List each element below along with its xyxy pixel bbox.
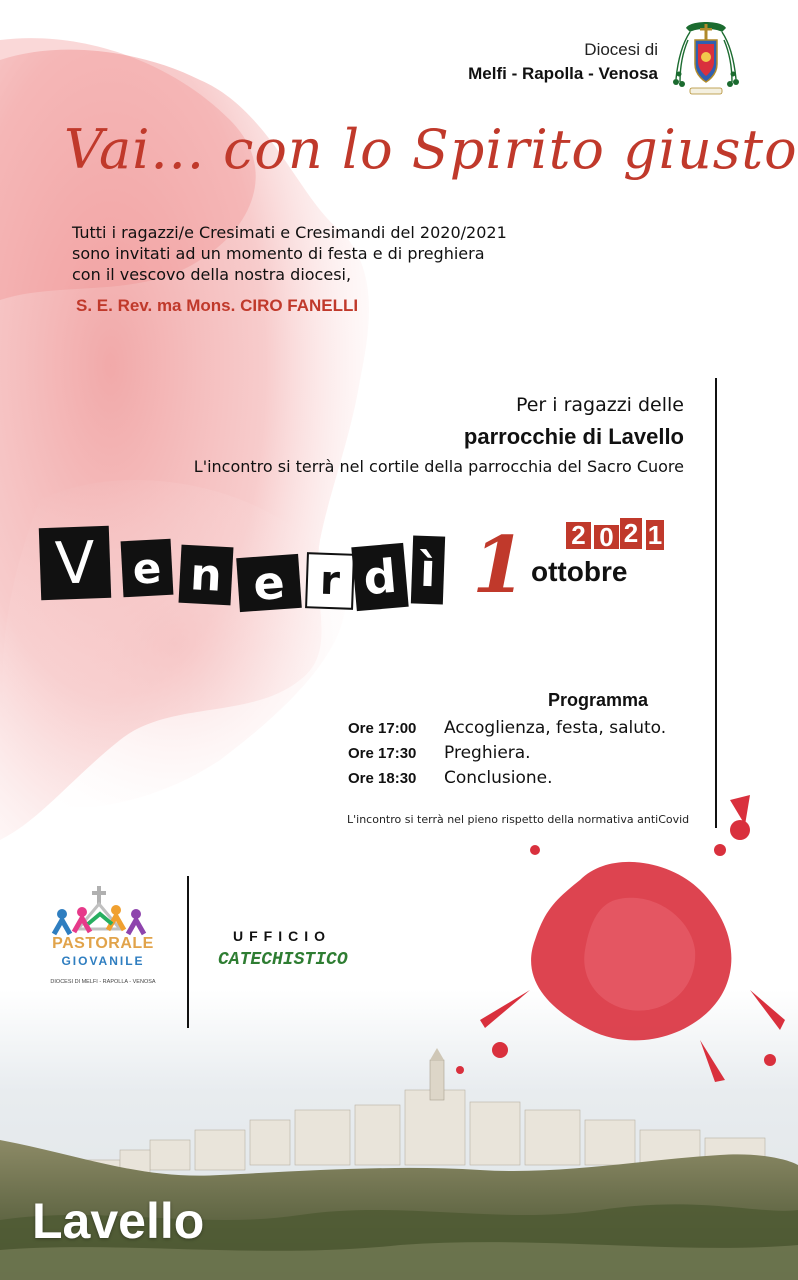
red-paint-splash-icon <box>440 790 798 1090</box>
pastorale-subtitle: GIOVANILE <box>61 954 145 968</box>
diocese-name: Melfi - Rapolla - Venosa <box>468 64 658 83</box>
pastorale-name: PASTORALE <box>52 935 154 952</box>
vertical-divider-right <box>715 378 717 828</box>
intro-text <box>72 222 592 285</box>
weekday-letter: e <box>236 554 302 612</box>
event-month: ottobre <box>531 556 628 587</box>
program-item <box>348 743 666 768</box>
vertical-divider-left <box>187 876 189 1028</box>
ufficio-label: UFFICIO <box>233 928 331 944</box>
weekday-letter: r <box>305 552 355 610</box>
year-digit: 2 <box>566 522 591 549</box>
covid-note: L'incontro si terrà nel pieno rispetto della normativa antiCovid <box>347 813 690 826</box>
intro-line-3: con il vescovo della nostra diocesi, <box>72 265 352 284</box>
bishop-name: S. E. Rev. ma Mons. CIRO FANELLI <box>76 296 359 315</box>
program-desc: Conclusione. <box>444 768 553 788</box>
audience-parishes: parrocchie di Lavello <box>463 424 684 449</box>
diocese-prefix: Diocesi di <box>584 40 658 59</box>
year-digit: 1 <box>647 519 663 550</box>
catechistico-label: CATECHISTICO <box>218 950 348 970</box>
episcopal-coat-of-arms-icon <box>668 14 744 104</box>
intro-line-2: sono invitati ad un momento di festa e di preghiera <box>72 244 485 263</box>
event-title: Vai... con lo Spirito giusto <box>64 118 798 181</box>
weekday-letter: ì <box>411 535 445 604</box>
intro-line-1: Tutti i ragazzi/e Cresimati e Cresimandi del 2020/2021 <box>72 223 507 242</box>
program-desc: Accoglienza, festa, saluto. <box>444 718 667 738</box>
program-time: Ore 18:30 <box>348 770 417 787</box>
weekday-letter: n <box>179 545 234 606</box>
program-title: Programma <box>548 690 649 710</box>
year-digit: 2 <box>620 518 642 549</box>
weekday-letter: d <box>351 543 408 611</box>
program-list <box>348 718 666 793</box>
weekday-letter: V <box>39 526 111 600</box>
town-name: Lavello <box>32 1193 205 1249</box>
pastorale-diocese: DIOCESI DI MELFI - RAPOLLA - VENOSA <box>50 979 156 985</box>
program-desc: Preghiera. <box>444 743 531 763</box>
program-item <box>348 718 666 743</box>
program-item <box>348 768 666 793</box>
program-time: Ore 17:30 <box>348 745 417 762</box>
weekday-letter: e <box>121 539 174 598</box>
year-digit: 0 <box>594 525 619 549</box>
event-location: L'incontro si terrà nel cortile della parrocchia del Sacro Cuore <box>193 457 684 476</box>
event-day: 1 <box>472 520 527 611</box>
program-time: Ore 17:00 <box>348 720 417 737</box>
audience-intro: Per i ragazzi delle <box>515 394 684 416</box>
